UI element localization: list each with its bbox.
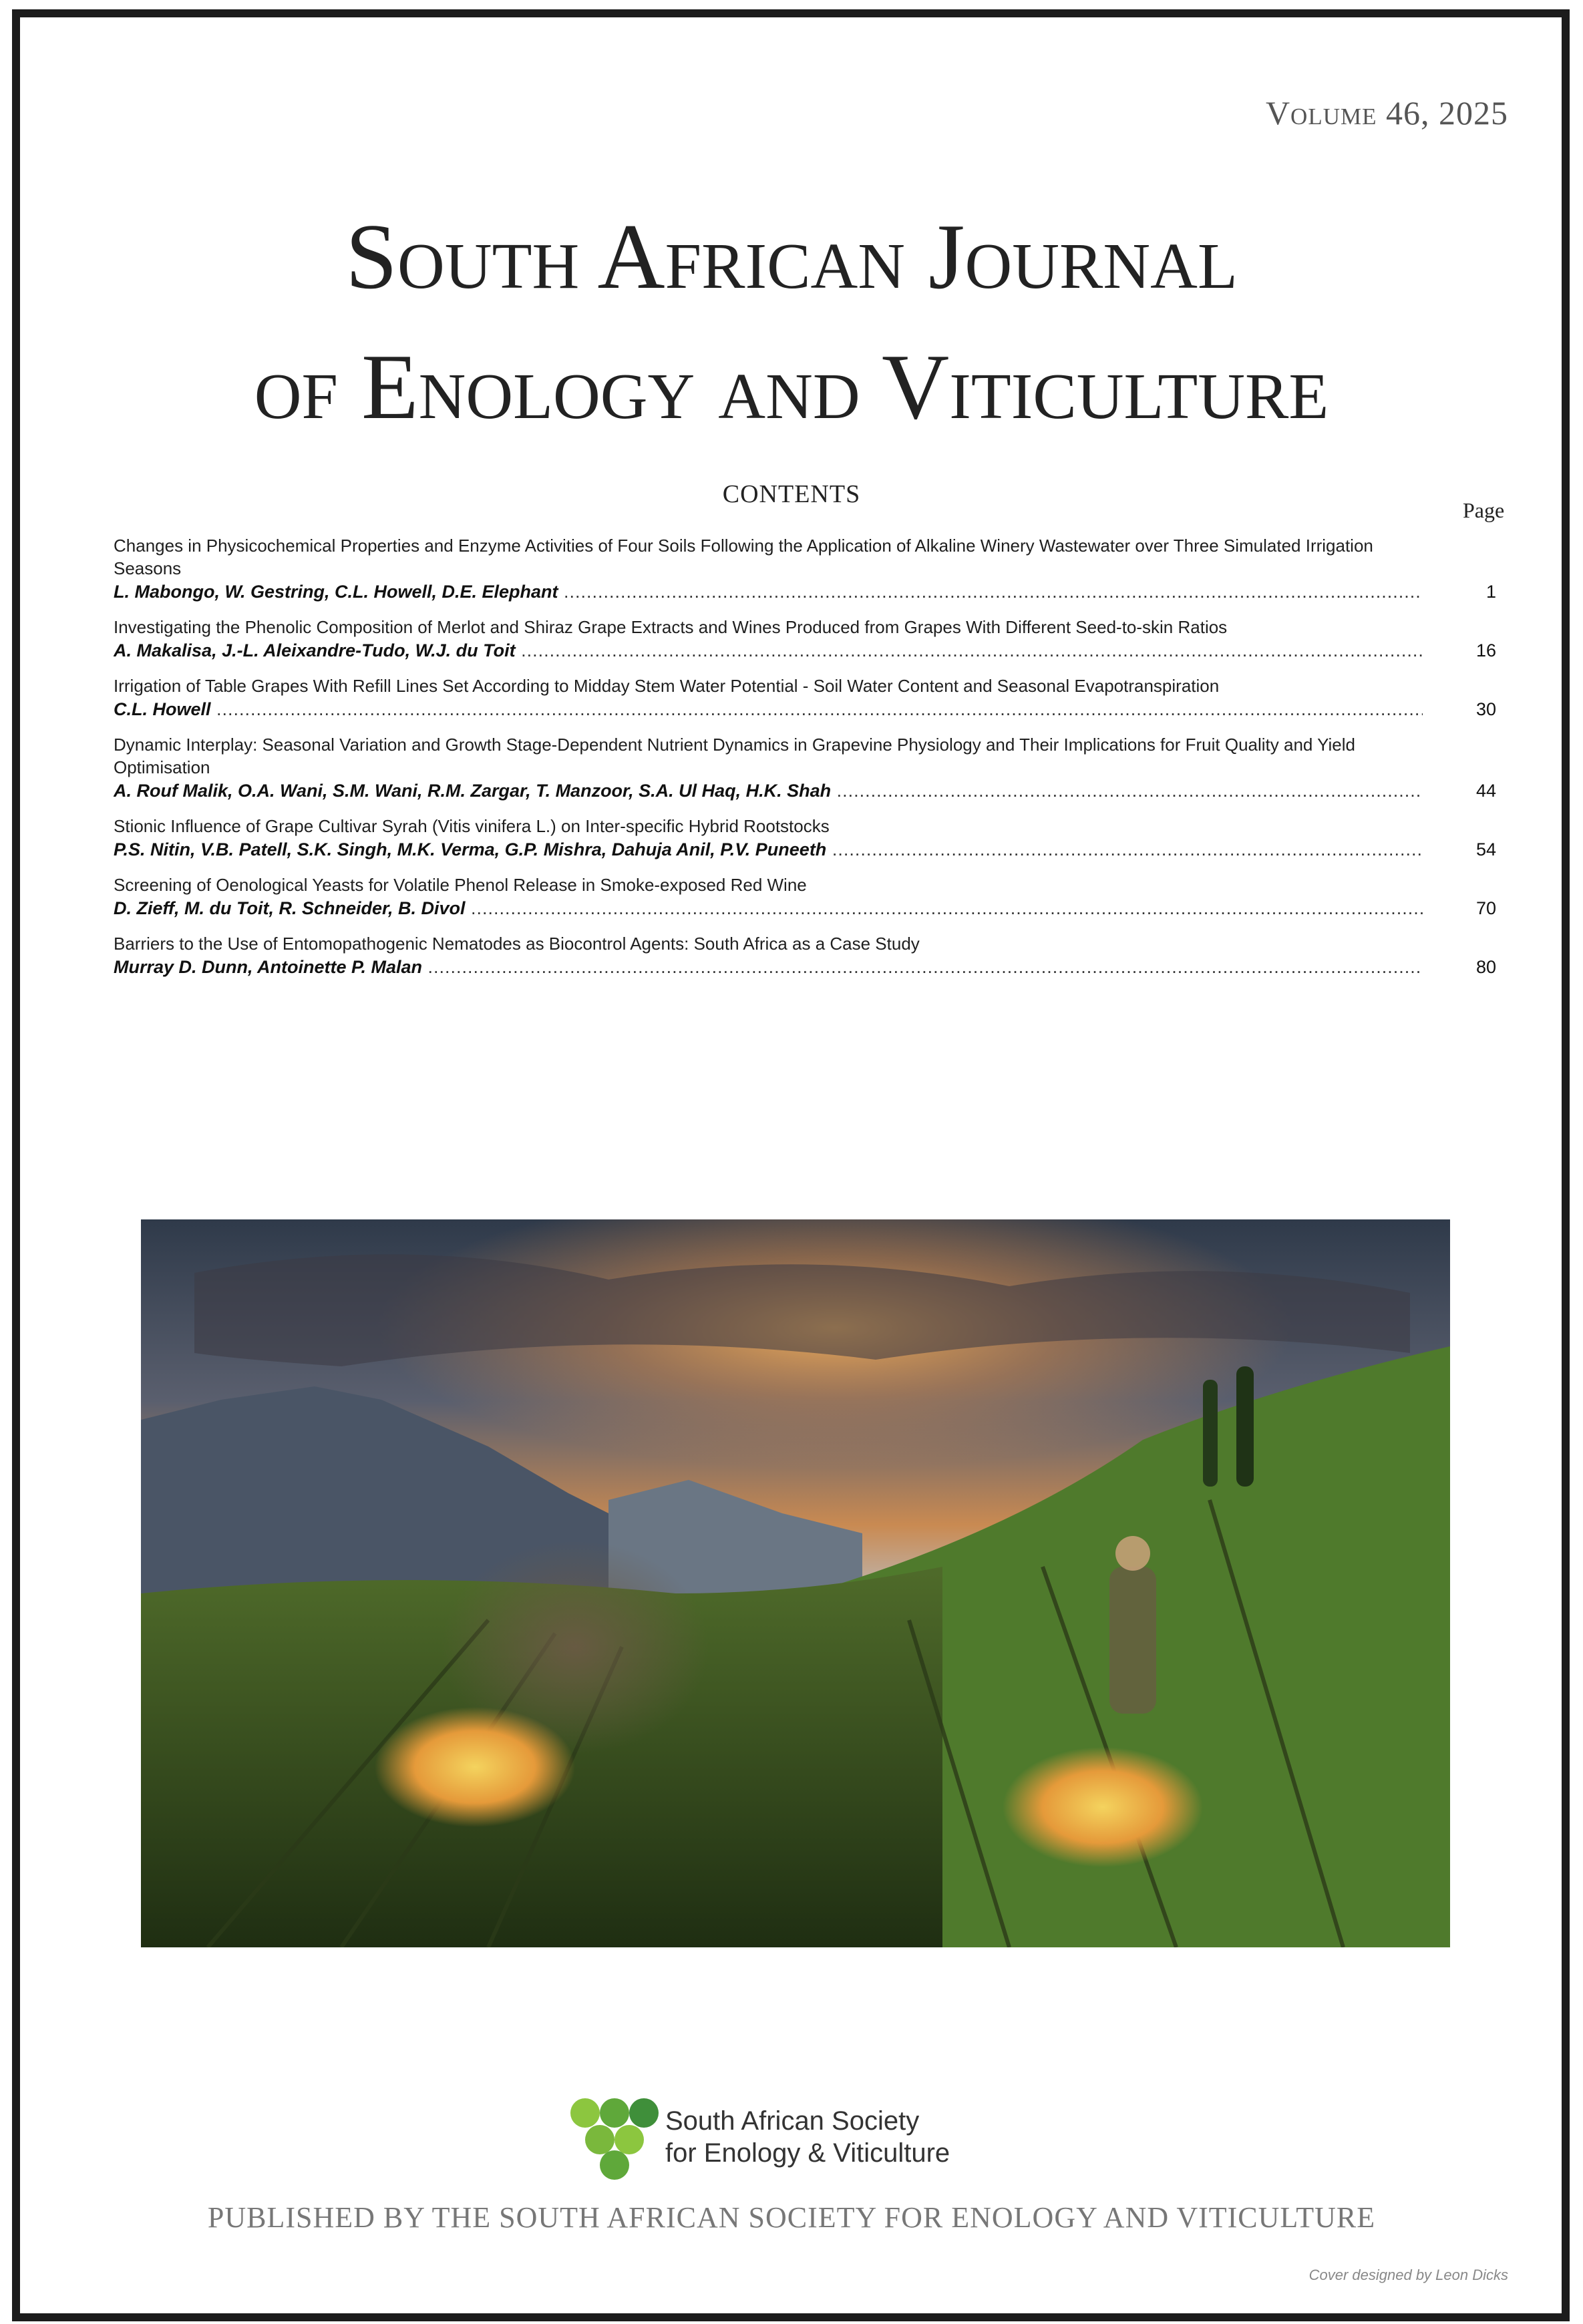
article-page: 1 xyxy=(1485,582,1496,602)
article-page: 16 xyxy=(1475,640,1496,660)
cover-credit: Cover designed by Leon Dicks xyxy=(1308,2267,1508,2283)
article-title: Irrigation of Table Grapes With Refill Lines Set According to Midday Stem Water Potential - Soil Water Content and Seasonal Evapotranspiration xyxy=(114,676,1220,696)
article-title: Stionic Influence of Grape Cultivar Syrah (Vitis vinifera L.) on Inter-specific Hybrid Rootstocks xyxy=(114,816,830,836)
article-authors: A. Makalisa, J.-L. Aleixandre-Tudo, W.J. du Toit ..... xyxy=(114,638,1423,662)
article-page: 30 xyxy=(1475,699,1496,719)
toc-entry[interactable] xyxy=(114,932,1503,979)
volume-label: Volume 46, 2025 xyxy=(1265,94,1508,132)
toc-entry[interactable] xyxy=(114,616,1503,662)
article-page: 54 xyxy=(1475,839,1496,859)
article-page: 44 xyxy=(1475,781,1496,801)
publisher-line: PUBLISHED BY THE SOUTH AFRICAN SOCIETY FOR ENOLOGY AND VITICULTURE xyxy=(207,2201,1376,2234)
article-title: Barriers to the Use of Entomopathogenic Nematodes as Biocontrol Agents: South Africa as a Case Study xyxy=(114,934,920,954)
article-title: Screening of Oenological Yeasts for Volatile Phenol Release in Smoke-exposed Red Wine xyxy=(114,875,807,895)
article-authors: A. Rouf Malik, O.A. Wani, S.M. Wani, R.M. Zargar, T. Manzoor, S.A. Ul Haq, H.K. Shah ..... xyxy=(114,779,1423,803)
page-column-heading: Page xyxy=(1463,498,1505,522)
article-title: Changes in Physicochemical Properties and Enzyme Activities of Four Soils Following the Application of Alkaline Winery Wastewater over Three Simulated Irrigation Seasons xyxy=(114,536,1373,578)
toc-entry[interactable] xyxy=(114,815,1503,861)
article-authors: L. Mabongo, W. Gestring, C.L. Howell, D.E. Elephant ..... xyxy=(114,580,1423,604)
contents-heading: CONTENTS xyxy=(722,480,861,508)
article-authors: C.L. Howell ..... xyxy=(114,697,1423,721)
article-authors: Murray D. Dunn, Antoinette P. Malan ..... xyxy=(114,955,1423,979)
table-of-contents xyxy=(114,534,1503,991)
article-title: Investigating the Phenolic Composition of Merlot and Shiraz Grape Extracts and Wines Produced from Grapes With Different Seed-to-skin Ratios xyxy=(114,617,1228,637)
journal-title-line2: of Enology and Viticulture xyxy=(254,335,1329,439)
article-page: 70 xyxy=(1475,898,1496,918)
article-authors: P.S. Nitin, V.B. Patell, S.K. Singh, M.K. Verma, G.P. Mishra, Dahuja Anil, P.V. Puneeth ..... xyxy=(114,837,1423,861)
toc-entry[interactable] xyxy=(114,534,1503,604)
toc-entry[interactable] xyxy=(114,674,1503,721)
grape-cluster-icon xyxy=(570,2098,659,2180)
toc-entry[interactable] xyxy=(114,874,1503,920)
society-name-line2: for Enology & Viticulture xyxy=(665,2138,950,2168)
article-page: 80 xyxy=(1475,957,1496,977)
toc-entry[interactable] xyxy=(114,733,1503,803)
journal-title-line1: South African Journal xyxy=(345,205,1238,309)
society-name xyxy=(665,2105,950,2169)
article-authors: D. Zieff, M. du Toit, R. Schneider, B. Divol ..... xyxy=(114,896,1423,920)
vineyard-cover-image xyxy=(141,1219,1450,1947)
article-title: Dynamic Interplay: Seasonal Variation and Growth Stage-Dependent Nutrient Dynamics in Grapevine Physiology and Their Implications for Fruit Quality and Yield Optimisation xyxy=(114,735,1355,777)
society-name-line1: South African Society xyxy=(665,2106,920,2136)
